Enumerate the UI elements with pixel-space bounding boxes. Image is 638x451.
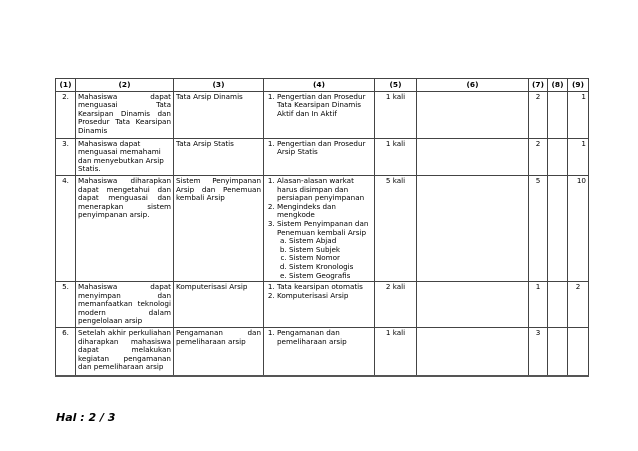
col6-cell (417, 175, 529, 281)
col-header: (6) (417, 79, 529, 92)
col8-cell (548, 328, 568, 376)
details-cell (264, 175, 375, 281)
sub-item: a. Sistem Abjad (289, 237, 372, 246)
table-row (56, 138, 589, 175)
frequency-cell: 1 kali (375, 91, 417, 138)
course-plan-table (55, 78, 589, 377)
detail-item: 2. Komputerisasi Arsip (277, 292, 372, 301)
row-number: 2. (56, 91, 76, 138)
col7-cell: 2 (529, 91, 548, 138)
col9-cell: 1 (568, 91, 589, 138)
col6-cell (417, 138, 529, 175)
header-row (56, 79, 589, 92)
topic-cell: Pengamanan dan pemeliharaan arsip (174, 328, 264, 376)
frequency-cell: 1 kali (375, 328, 417, 376)
detail-item: 1. Alasan-alasan warkat harus disimpan dan persiapan penyimpanan (277, 177, 372, 203)
col-header: (2) (76, 79, 174, 92)
col9-cell (568, 328, 589, 376)
col8-cell (548, 282, 568, 328)
page-number: Hal : 2 / 3 (56, 411, 116, 424)
competency-cell: Mahasiswa dapat menguasai Tata Kearsipan Dinamis dan Prosedur Tata Kearsipan Dinamis (76, 91, 174, 138)
competency-cell: Mahasiswa dapat menguasai memahami dan menyebutkan Arsip Statis. (76, 138, 174, 175)
detail-item: 1. Pengertian dan Prosedur Arsip Statis (277, 140, 372, 157)
row-number: 4. (56, 175, 76, 281)
col6-cell (417, 328, 529, 376)
col8-cell (548, 91, 568, 138)
sub-item: d. Sistem Kronologis (289, 263, 372, 272)
col7-cell: 3 (529, 328, 548, 376)
col8-cell (548, 138, 568, 175)
col9-cell: 2 (568, 282, 589, 328)
col-header: (7) (529, 79, 548, 92)
detail-item-text: Sistem Penyimpanan dan Penemuan kembali Arsip (277, 218, 369, 237)
col8-cell (548, 175, 568, 281)
table-row (56, 175, 589, 281)
row-number: 6. (56, 328, 76, 376)
col-header: (4) (264, 79, 375, 92)
detail-item: 2. Mengindeks dan mengkode (277, 203, 372, 220)
details-cell (264, 328, 375, 376)
topic-cell: Komputerisasi Arsip (174, 282, 264, 328)
col7-cell: 5 (529, 175, 548, 281)
topic-cell: Tata Arsip Dinamis (174, 91, 264, 138)
topic-cell: Sistem Penyimpanan Arsip dan Penemuan kembali Arsip (174, 175, 264, 281)
competency-cell: Mahasiswa dapat menyimpan dan memanfaatkan teknologi modern dalam pengelolaan arsip (76, 282, 174, 328)
detail-item: 1. Pengamanan dan pemeliharaan arsip (277, 329, 372, 346)
col6-cell (417, 91, 529, 138)
col-header: (8) (548, 79, 568, 92)
col-header: (3) (174, 79, 264, 92)
col7-cell: 2 (529, 138, 548, 175)
col-header: (9) (568, 79, 589, 92)
row-number: 5. (56, 282, 76, 328)
details-cell (264, 138, 375, 175)
sub-item: c. Sistem Nomor (289, 254, 372, 263)
col9-cell: 1 (568, 138, 589, 175)
table-row (56, 328, 589, 376)
detail-item: 1. Pengertian dan Prosedur Tata Kearsipan Dinamis Aktif dan In Aktif (277, 93, 372, 119)
details-cell (264, 91, 375, 138)
detail-item: 1. Tata kearsipan otomatis (277, 283, 372, 292)
col6-cell (417, 282, 529, 328)
table-row (56, 282, 589, 328)
competency-cell: Setelah akhir perkuliahan diharapkan mahasiswa dapat melakukan kegiatan pengamanan dan pemeliharaan arsip (76, 328, 174, 376)
detail-item (277, 220, 372, 280)
sub-item: b. Sistem Subjek (289, 246, 372, 255)
col9-cell: 10 (568, 175, 589, 281)
col-header: (1) (56, 79, 76, 92)
details-cell (264, 282, 375, 328)
competency-cell: Mahasiswa diharapkan dapat mengetahui dan dapat menguasai dan menerapkan sistem penyimpanan arsip. (76, 175, 174, 281)
frequency-cell: 1 kali (375, 138, 417, 175)
col-header: (5) (375, 79, 417, 92)
topic-cell: Tata Arsip Statis (174, 138, 264, 175)
frequency-cell: 2 kali (375, 282, 417, 328)
col7-cell: 1 (529, 282, 548, 328)
frequency-cell: 5 kali (375, 175, 417, 281)
table-row (56, 91, 589, 138)
sub-item: e. Sistem Geografis (289, 272, 372, 281)
row-number: 3. (56, 138, 76, 175)
